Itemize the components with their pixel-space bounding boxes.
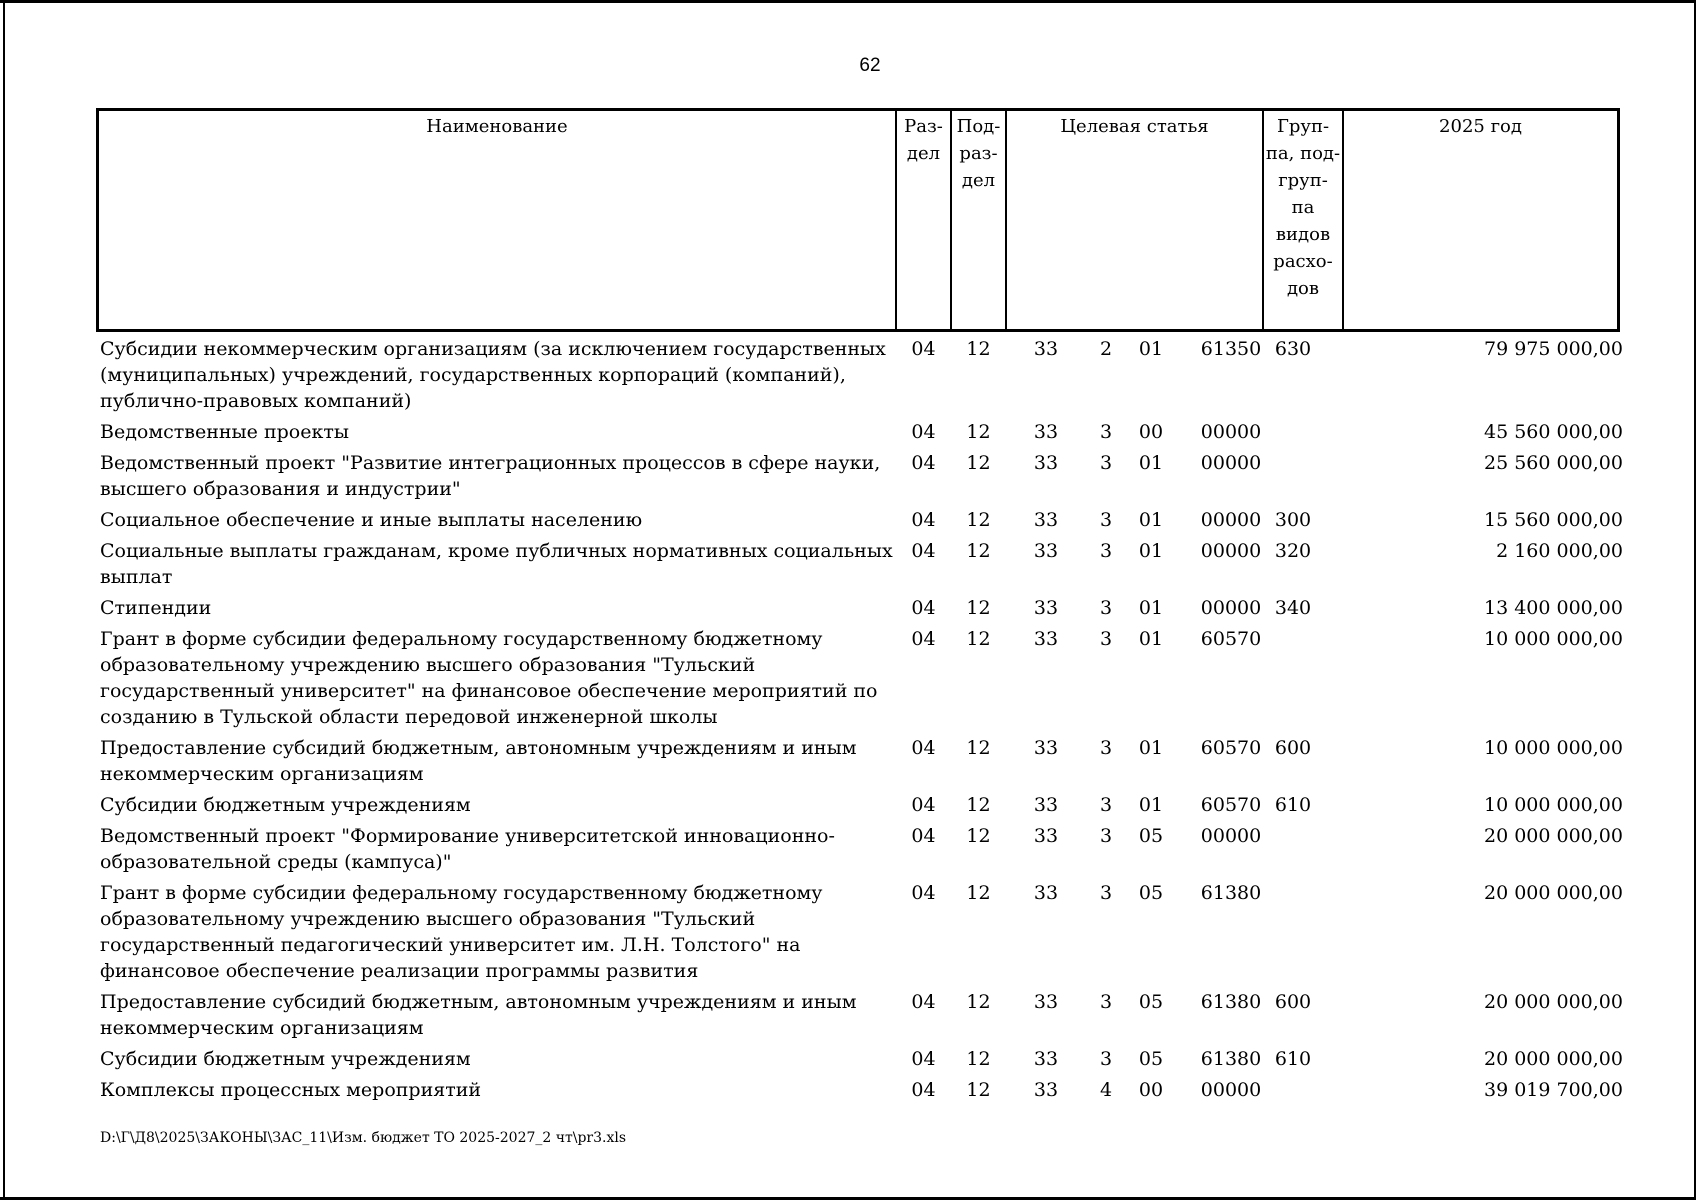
cell-razdel: 04 bbox=[911, 991, 936, 1013]
cell-amount-2025: 10 000 000,00 bbox=[1483, 628, 1623, 650]
cell-amount-2025: 20 000 000,00 bbox=[1483, 991, 1623, 1013]
cell-target-type: 4 bbox=[1099, 1079, 1113, 1101]
cell-podrazdel: 12 bbox=[966, 794, 991, 816]
cell-name: Предоставление субсидий бюджетным, автономным учреждениям и иным некоммерческим организациям bbox=[100, 737, 857, 785]
cell-target-code: 00000 bbox=[1200, 1079, 1262, 1101]
table-row bbox=[96, 626, 1623, 730]
cell-target-type: 3 bbox=[1099, 628, 1113, 650]
cell-amount-2025: 15 560 000,00 bbox=[1483, 509, 1623, 531]
cell-amount-2025: 25 560 000,00 bbox=[1483, 452, 1623, 474]
cell-name: Социальное обеспечение и иные выплаты населению bbox=[100, 509, 643, 531]
cell-target-type: 3 bbox=[1099, 737, 1113, 759]
cell-target-code: 00000 bbox=[1200, 509, 1262, 531]
cell-target-program: 33 bbox=[1033, 1079, 1059, 1101]
header-target-label: Целевая статья bbox=[1060, 116, 1209, 137]
cell-target-program: 33 bbox=[1033, 421, 1059, 443]
table-row bbox=[96, 1077, 1623, 1103]
cell-target-subtype: 05 bbox=[1138, 1048, 1164, 1070]
cell-expense-group: 610 bbox=[1274, 1048, 1312, 1070]
header-razdel bbox=[897, 111, 952, 329]
cell-expense-group: 610 bbox=[1274, 794, 1312, 816]
header-razdel-line: дел bbox=[906, 143, 941, 164]
cell-target-code: 61380 bbox=[1200, 882, 1262, 904]
page-border-top bbox=[0, 0, 1696, 3]
cell-amount-2025: 79 975 000,00 bbox=[1483, 338, 1623, 360]
cell-target-subtype: 01 bbox=[1138, 628, 1164, 650]
cell-podrazdel: 12 bbox=[966, 1079, 991, 1101]
cell-podrazdel: 12 bbox=[966, 597, 991, 619]
cell-razdel: 04 bbox=[911, 1048, 936, 1070]
cell-target-subtype: 01 bbox=[1138, 737, 1164, 759]
cell-razdel: 04 bbox=[911, 597, 936, 619]
cell-amount-2025: 13 400 000,00 bbox=[1483, 597, 1623, 619]
cell-target-program: 33 bbox=[1033, 597, 1059, 619]
cell-razdel: 04 bbox=[911, 794, 936, 816]
cell-podrazdel: 12 bbox=[966, 421, 991, 443]
cell-name: Ведомственный проект "Формирование университетской инновационно-образовательной среды (кампуса)" bbox=[100, 825, 835, 873]
table-row bbox=[96, 989, 1623, 1041]
cell-name: Субсидии бюджетным учреждениям bbox=[100, 1048, 471, 1070]
cell-target-subtype: 01 bbox=[1138, 540, 1164, 562]
page-number: 62 bbox=[859, 55, 881, 76]
header-group-line: расхо- bbox=[1273, 251, 1333, 272]
cell-target-program: 33 bbox=[1033, 509, 1059, 531]
cell-razdel: 04 bbox=[911, 737, 936, 759]
cell-name: Предоставление субсидий бюджетным, автономным учреждениям и иным некоммерческим организациям bbox=[100, 991, 857, 1039]
header-year bbox=[1344, 111, 1617, 329]
cell-target-subtype: 01 bbox=[1138, 597, 1164, 619]
cell-target-type: 3 bbox=[1099, 540, 1113, 562]
cell-target-program: 33 bbox=[1033, 452, 1059, 474]
cell-target-program: 33 bbox=[1033, 825, 1059, 847]
table-row bbox=[96, 419, 1623, 445]
cell-razdel: 04 bbox=[911, 452, 936, 474]
cell-podrazdel: 12 bbox=[966, 991, 991, 1013]
header-podrazdel bbox=[952, 111, 1007, 329]
cell-target-subtype: 01 bbox=[1138, 452, 1164, 474]
cell-name: Стипендии bbox=[100, 597, 212, 619]
cell-name: Субсидии некоммерческим организациям (за исключением государственных (муниципальных) учреждений, государственных корпораций (компаний), публично-правовых компаний) bbox=[100, 338, 886, 412]
cell-target-type: 3 bbox=[1099, 991, 1113, 1013]
cell-target-subtype: 00 bbox=[1138, 421, 1164, 443]
cell-target-program: 33 bbox=[1033, 991, 1059, 1013]
cell-podrazdel: 12 bbox=[966, 509, 991, 531]
cell-razdel: 04 bbox=[911, 825, 936, 847]
header-group-line: дов bbox=[1286, 278, 1320, 299]
cell-target-code: 00000 bbox=[1200, 421, 1262, 443]
cell-target-type: 3 bbox=[1099, 1048, 1113, 1070]
cell-expense-group: 300 bbox=[1274, 509, 1312, 531]
cell-target-type: 3 bbox=[1099, 825, 1113, 847]
cell-name: Ведомственный проект "Развитие интеграционных процессов в сфере науки, высшего образования и индустрии" bbox=[100, 452, 881, 500]
cell-amount-2025: 2 160 000,00 bbox=[1496, 540, 1623, 562]
cell-target-program: 33 bbox=[1033, 338, 1059, 360]
cell-target-type: 3 bbox=[1099, 509, 1113, 531]
header-podrazdel-line: дел bbox=[961, 170, 996, 191]
cell-target-code: 00000 bbox=[1200, 540, 1262, 562]
table-row bbox=[96, 595, 1623, 621]
cell-target-program: 33 bbox=[1033, 1048, 1059, 1070]
cell-target-code: 60570 bbox=[1200, 737, 1262, 759]
cell-target-subtype: 01 bbox=[1138, 794, 1164, 816]
cell-target-code: 00000 bbox=[1200, 825, 1262, 847]
table-row bbox=[96, 538, 1623, 590]
cell-name: Комплексы процессных мероприятий bbox=[100, 1079, 482, 1101]
cell-amount-2025: 20 000 000,00 bbox=[1483, 882, 1623, 904]
cell-podrazdel: 12 bbox=[966, 338, 991, 360]
cell-target-subtype: 05 bbox=[1138, 825, 1164, 847]
header-razdel-line: Раз- bbox=[904, 116, 943, 137]
cell-razdel: 04 bbox=[911, 628, 936, 650]
cell-target-code: 60570 bbox=[1200, 794, 1262, 816]
cell-amount-2025: 20 000 000,00 bbox=[1483, 1048, 1623, 1070]
cell-razdel: 04 bbox=[911, 882, 936, 904]
cell-target-program: 33 bbox=[1033, 794, 1059, 816]
header-name bbox=[99, 111, 897, 329]
cell-target-program: 33 bbox=[1033, 628, 1059, 650]
cell-razdel: 04 bbox=[911, 338, 936, 360]
cell-target-code: 61350 bbox=[1200, 338, 1262, 360]
cell-target-type: 3 bbox=[1099, 452, 1113, 474]
header-group-line: видов bbox=[1275, 224, 1331, 245]
table-row bbox=[96, 507, 1623, 533]
cell-expense-group: 600 bbox=[1274, 737, 1312, 759]
header-group-line: Груп- bbox=[1276, 116, 1330, 137]
cell-razdel: 04 bbox=[911, 421, 936, 443]
cell-podrazdel: 12 bbox=[966, 882, 991, 904]
cell-podrazdel: 12 bbox=[966, 1048, 991, 1070]
table-row bbox=[96, 336, 1623, 414]
cell-expense-group: 340 bbox=[1274, 597, 1312, 619]
cell-target-subtype: 01 bbox=[1138, 338, 1164, 360]
header-group-line: па, под- bbox=[1265, 143, 1341, 164]
cell-name: Субсидии бюджетным учреждениям bbox=[100, 794, 471, 816]
table-row bbox=[96, 880, 1623, 984]
header-group-line: груп- bbox=[1278, 170, 1328, 191]
cell-podrazdel: 12 bbox=[966, 452, 991, 474]
cell-razdel: 04 bbox=[911, 540, 936, 562]
page-border-left bbox=[3, 0, 5, 1200]
cell-target-program: 33 bbox=[1033, 882, 1059, 904]
cell-target-type: 3 bbox=[1099, 794, 1113, 816]
file-path-footer: D:\Г\Д8\2025\ЗАКОНЫ\ЗАС_11\Изм. бюджет ТО 2025-2027_2 чт\pr3.xls bbox=[100, 1130, 627, 1146]
cell-amount-2025: 10 000 000,00 bbox=[1483, 737, 1623, 759]
cell-target-code: 00000 bbox=[1200, 452, 1262, 474]
header-podrazdel-line: раз- bbox=[959, 143, 998, 164]
header-group bbox=[1264, 111, 1344, 329]
cell-expense-group: 600 bbox=[1274, 991, 1312, 1013]
table-row bbox=[96, 1046, 1623, 1072]
cell-target-type: 3 bbox=[1099, 597, 1113, 619]
cell-name: Ведомственные проекты bbox=[100, 421, 349, 443]
header-group-line: па bbox=[1291, 197, 1315, 218]
cell-target-subtype: 05 bbox=[1138, 991, 1164, 1013]
cell-podrazdel: 12 bbox=[966, 825, 991, 847]
cell-amount-2025: 39 019 700,00 bbox=[1483, 1079, 1623, 1101]
table-body bbox=[96, 336, 1623, 1108]
cell-razdel: 04 bbox=[911, 509, 936, 531]
cell-target-code: 61380 bbox=[1200, 991, 1262, 1013]
header-podrazdel-line: Под- bbox=[956, 116, 1001, 137]
header-target bbox=[1007, 111, 1264, 329]
table-row bbox=[96, 450, 1623, 502]
cell-amount-2025: 20 000 000,00 bbox=[1483, 825, 1623, 847]
cell-target-subtype: 00 bbox=[1138, 1079, 1164, 1101]
cell-target-subtype: 05 bbox=[1138, 882, 1164, 904]
cell-target-subtype: 01 bbox=[1138, 509, 1164, 531]
header-name-label: Наименование bbox=[426, 116, 568, 137]
header-year-label: 2025 год bbox=[1439, 116, 1522, 137]
cell-name: Социальные выплаты гражданам, кроме публичных нормативных социальных выплат bbox=[100, 540, 893, 588]
cell-amount-2025: 45 560 000,00 bbox=[1483, 421, 1623, 443]
cell-target-code: 61380 bbox=[1200, 1048, 1262, 1070]
cell-podrazdel: 12 bbox=[966, 628, 991, 650]
cell-razdel: 04 bbox=[911, 1079, 936, 1101]
cell-target-program: 33 bbox=[1033, 737, 1059, 759]
table-row bbox=[96, 735, 1623, 787]
cell-expense-group: 320 bbox=[1274, 540, 1312, 562]
cell-target-type: 3 bbox=[1099, 421, 1113, 443]
cell-podrazdel: 12 bbox=[966, 737, 991, 759]
cell-target-program: 33 bbox=[1033, 540, 1059, 562]
cell-target-type: 3 bbox=[1099, 882, 1113, 904]
cell-target-type: 2 bbox=[1099, 338, 1113, 360]
cell-amount-2025: 10 000 000,00 bbox=[1483, 794, 1623, 816]
cell-target-code: 60570 bbox=[1200, 628, 1262, 650]
cell-name: Грант в форме субсидии федеральному государственному бюджетному образовательному учреждению высшего образования "Тульский государственный университет" на финансовое обеспечение мероприятий по созданию в Тульской области передовой инженерной школы bbox=[100, 628, 878, 728]
cell-expense-group: 630 bbox=[1274, 338, 1312, 360]
cell-podrazdel: 12 bbox=[966, 540, 991, 562]
cell-target-code: 00000 bbox=[1200, 597, 1262, 619]
table-row bbox=[96, 792, 1623, 818]
cell-name: Грант в форме субсидии федеральному государственному бюджетному образовательному учреждению высшего образования "Тульский государственный педагогический университет им. Л.Н. Толстого" на финансовое обеспечение реализации программы развития bbox=[100, 882, 823, 982]
table-row bbox=[96, 823, 1623, 875]
table-header bbox=[96, 108, 1620, 332]
